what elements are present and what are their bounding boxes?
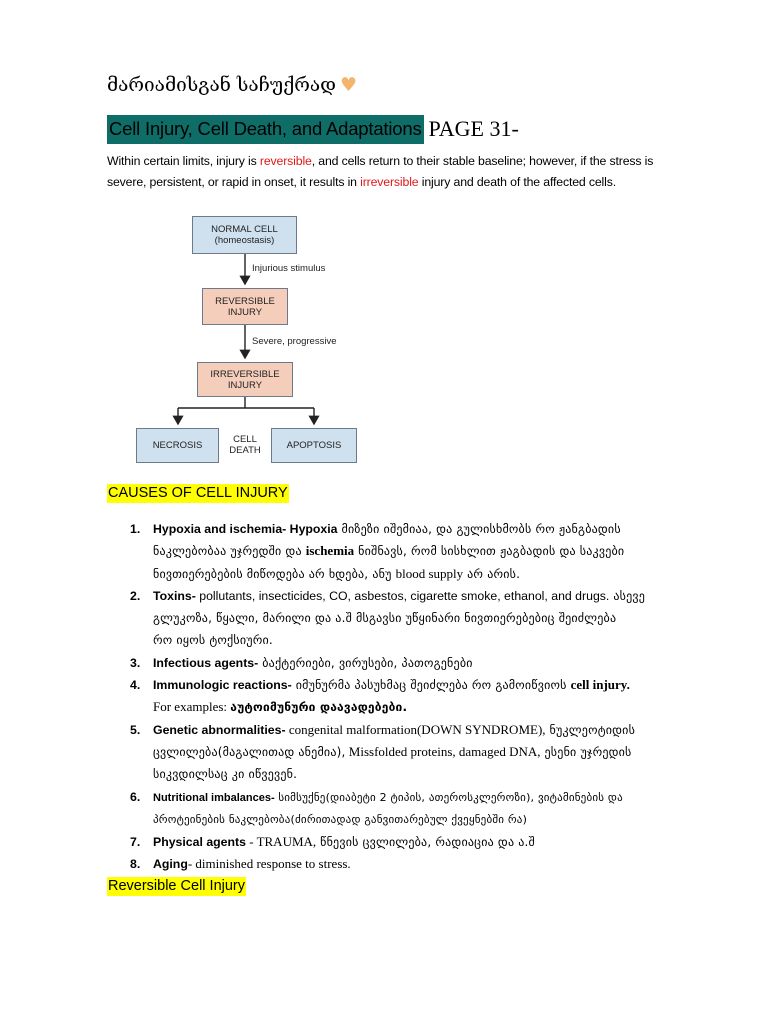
item-text: სიკვდილსაც კი იწვევენ.: [153, 767, 298, 782]
item-number: 2.: [130, 588, 141, 603]
list-item: [130, 719, 730, 786]
item-text: იმუნურმა პასუხმაც შეიძლება რო გამოიწვიოს: [291, 678, 571, 693]
intro-text-2: , and cells return to their stable baseline; however, if the stress is severe, persistent, or rapid in onset, it results in: [107, 154, 654, 189]
causes-list: [130, 518, 730, 876]
author-text: მარიამისგან საჩუქრად: [107, 74, 336, 96]
page-title: [107, 114, 519, 144]
reversible-label-1: REVERSIBLE: [215, 295, 275, 307]
item-text-bold: აუტოიმუნური დაავადებები.: [230, 700, 408, 715]
list-item: [130, 831, 730, 853]
item-text: ცვლილება(მაგალითად ანემია),: [153, 744, 346, 759]
heart-icon: ♥: [339, 74, 358, 96]
item-lead: Aging: [153, 857, 188, 872]
item-lead: Genetic abnormalities-: [153, 722, 286, 737]
reversible-heading: Reversible Cell Injury: [108, 878, 245, 894]
item-lead-2: Hypoxia: [286, 522, 338, 536]
item-text: ნუკლეოტიდის: [545, 722, 636, 737]
normal-cell-label: NORMAL CELL: [211, 224, 278, 235]
intro-irreversible: irreversible: [360, 175, 419, 189]
item-text: - diminished response to stress.: [187, 856, 351, 872]
necrosis-box: [136, 428, 219, 463]
irreversible-label-1: IRREVERSIBLE: [210, 368, 280, 380]
item-text: ნიშნავს, რომ სისხლით ჟაგბადის და საკვები: [354, 544, 625, 559]
item-text: ნივთიერებების მიწოდება არ ხდება, ანუ: [153, 566, 396, 581]
item-term-cell-injury: cell injury.: [570, 677, 630, 693]
item-text: პროტეინების ნაკლებობა(ძირითადად განვითარებულ ქვეყნებში რა): [153, 812, 528, 826]
list-item: [130, 674, 730, 719]
item-text: ნაკლებობაა უჯრედში და: [153, 544, 306, 559]
intro-text-1: Within certain limits, injury is: [107, 154, 260, 168]
item-text: წნევის ცვლილება, რადიაცია და ა.შ: [316, 835, 535, 850]
cell-injury-diagram: [130, 212, 460, 472]
author-line: [107, 74, 357, 96]
intro-paragraph: [107, 151, 677, 193]
apoptosis-label: APOPTOSIS: [286, 440, 342, 451]
item-number: 4.: [130, 678, 141, 693]
injurious-stimulus-label: Injurious stimulus: [252, 263, 326, 274]
item-lead: Infectious agents-: [153, 655, 259, 670]
item-number: 8.: [130, 857, 141, 872]
item-text: Missfolded proteins, damaged DNA,: [345, 743, 541, 759]
cell-death-label: [227, 434, 263, 456]
title-page-ref: PAGE 31-: [428, 116, 519, 141]
item-text: რო იყოს ტოქსიური.: [153, 633, 273, 648]
item-lead: Hypoxia and ischemia-: [153, 522, 287, 536]
title-highlighted: Cell Injury, Cell Death, and Adaptations: [107, 115, 424, 144]
item-term-blood-supply: blood supply: [395, 565, 464, 581]
apoptosis-box: [271, 428, 357, 463]
item-number: 3.: [130, 655, 141, 670]
item-text: - TRAUMA,: [245, 834, 317, 850]
list-item: [130, 518, 730, 585]
causes-heading: CAUSES OF CELL INJURY: [108, 485, 288, 501]
list-item: [130, 853, 730, 875]
list-item: [130, 786, 730, 832]
intro-reversible: reversible: [259, 154, 312, 168]
item-text: pollutants, insecticides, CO, asbestos, cigarette smoke, ethanol, and drugs.: [195, 588, 610, 603]
item-text: ბაქტერიები, ვირუსები, პათოგენები: [258, 655, 473, 670]
reversible-injury-box: [202, 288, 288, 325]
necrosis-label: NECROSIS: [152, 440, 203, 451]
item-term-ischemia: ischemia: [305, 543, 355, 559]
reversible-label-2: INJURY: [227, 306, 263, 318]
item-text: For examples:: [153, 699, 231, 715]
item-number: 7.: [130, 835, 141, 850]
list-item: [130, 585, 730, 652]
severe-progressive-label: Severe, progressive: [252, 336, 337, 347]
normal-cell-box: [192, 216, 297, 254]
item-number: 1.: [130, 522, 141, 536]
item-number: 5.: [130, 722, 141, 737]
item-lead: Immunologic reactions-: [153, 678, 292, 693]
item-text: სიმსუქნე(დიაბეტი 2 ტიპის, ათეროსკლეროზი), ვიტამინების და: [274, 790, 623, 804]
item-text: congenital malformation(DOWN SYNDROME),: [285, 721, 546, 737]
irreversible-label-2: INJURY: [227, 379, 263, 391]
item-number: 6.: [130, 789, 141, 804]
item-text: გლუკოზა, წყალი, მარილი და ა.შ მსგავსი უწყინარი ნივთიერებებიც შეიძლება: [153, 611, 617, 626]
death-word: DEATH: [229, 445, 261, 456]
list-item: [130, 652, 730, 674]
intro-text-3: injury and death of the affected cells.: [418, 175, 616, 189]
item-lead: Nutritional imbalances-: [153, 791, 275, 804]
irreversible-injury-box: [197, 362, 293, 397]
cell-word: CELL: [233, 434, 257, 445]
homeostasis-label: (homeostasis): [214, 235, 275, 246]
item-lead: Toxins-: [153, 588, 196, 603]
item-text: ესენი უჯრედის: [540, 744, 632, 759]
item-lead: Physical agents: [153, 835, 246, 850]
item-text: მიზეზი იშემიაა, და გულისხმობს რო ჟანგბადის: [337, 522, 621, 536]
item-text: არ არის.: [463, 566, 521, 581]
item-text: ასევე: [609, 588, 646, 603]
